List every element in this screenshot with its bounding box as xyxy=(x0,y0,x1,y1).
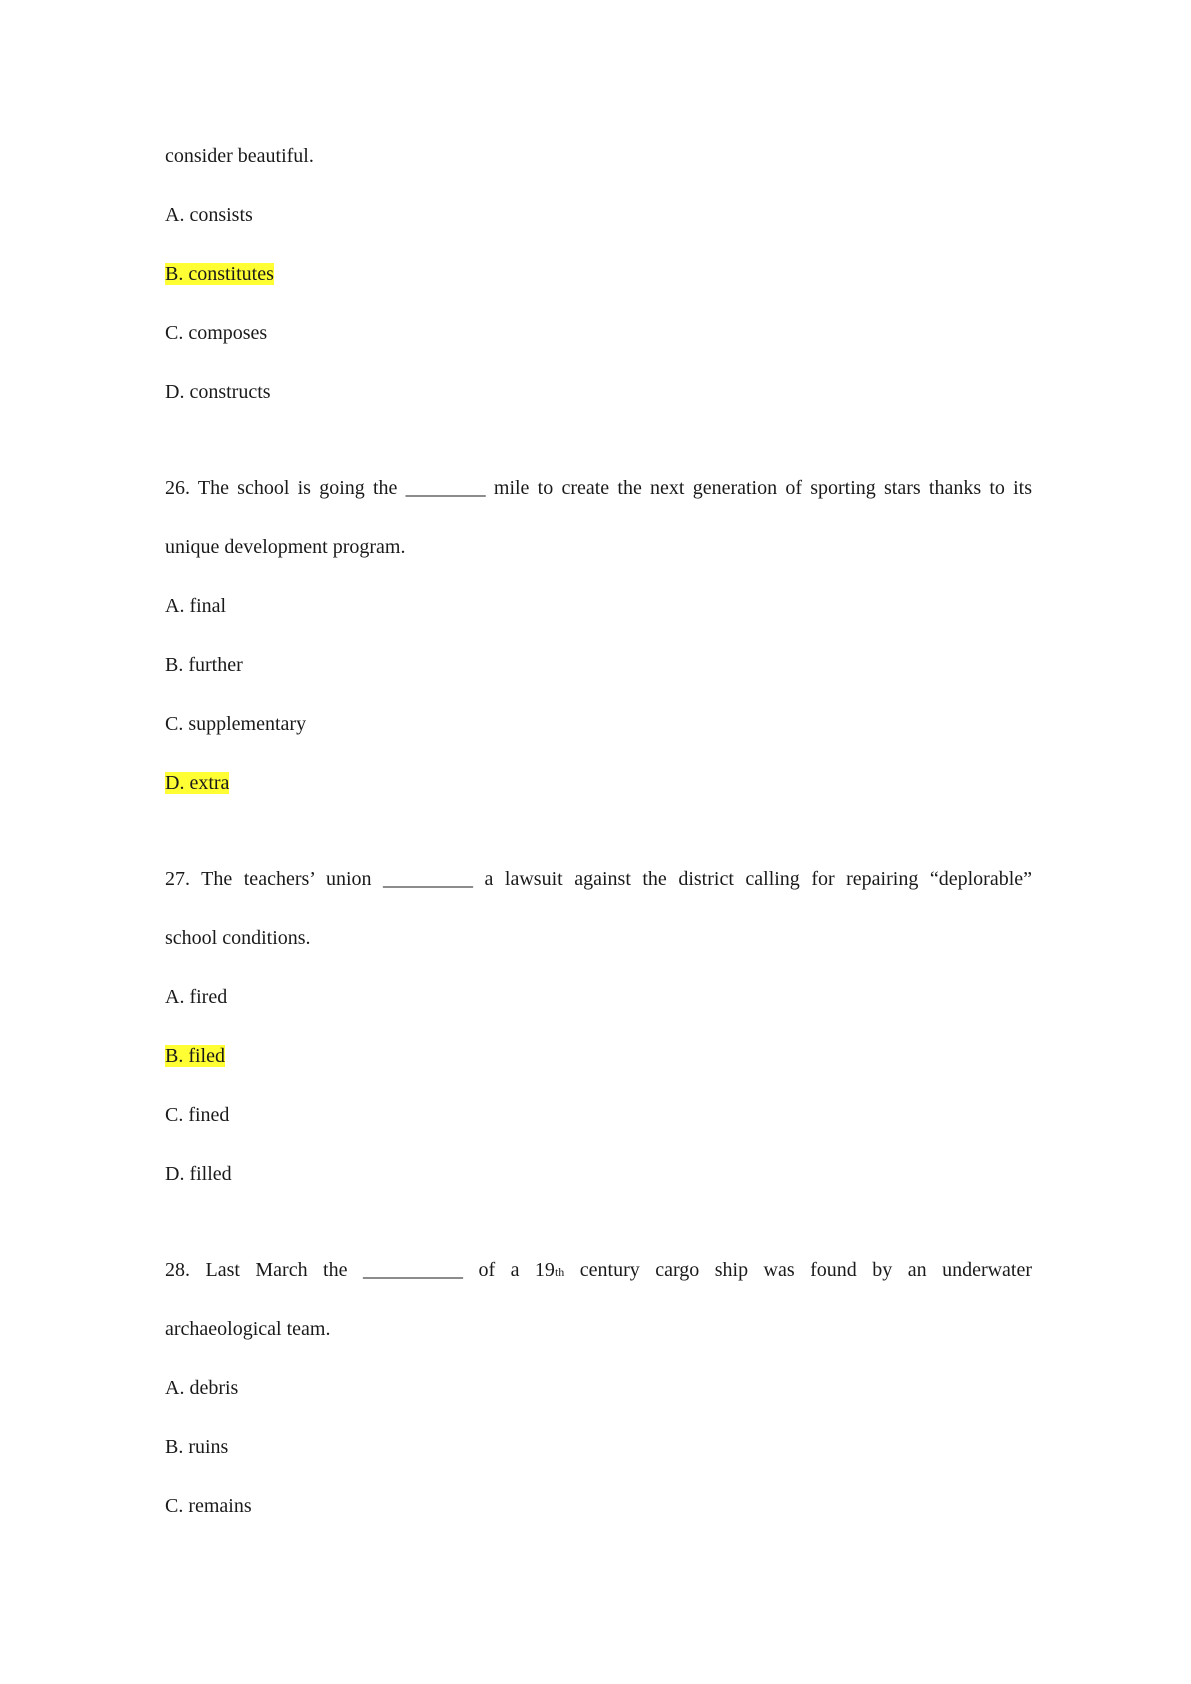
q28-option-b: B. ruins xyxy=(165,1436,229,1458)
q28-option-a: A. debris xyxy=(165,1377,239,1399)
question-25-continuation: consider beautiful. xyxy=(165,145,314,167)
q27-option-d: D. filled xyxy=(165,1163,232,1185)
question-26-stem-line2: unique development program. xyxy=(165,536,406,558)
q25-option-a: A. consists xyxy=(165,204,253,226)
q25-option-c: C. composes xyxy=(165,322,268,344)
question-28-stem-line2: archaeological team. xyxy=(165,1318,331,1340)
answer-blank: __________ xyxy=(362,1259,463,1281)
answer-highlight: B. filed xyxy=(165,1045,225,1067)
q26-option-b: B. further xyxy=(165,654,243,676)
question-26-stem-line1: 26. The school is going the ________ mile to create the next generation of sporting stars thanks to its xyxy=(165,477,1033,499)
question-27-stem-line2: school conditions. xyxy=(165,927,311,949)
q25-option-b xyxy=(165,261,1032,287)
q27-option-a: A. fired xyxy=(165,986,228,1008)
answer-highlight: B. constitutes xyxy=(165,263,274,285)
q26-option-d xyxy=(165,770,1032,796)
answer-highlight: D. extra xyxy=(165,772,230,794)
q28-option-c: C. remains xyxy=(165,1495,252,1517)
question-27-stem-line1: 27. The teachers’ union _________ a lawsuit against the district calling for repairing “deplorable” xyxy=(165,868,1033,890)
answer-blank: _________ xyxy=(383,868,474,890)
q27-option-c: C. fined xyxy=(165,1104,230,1126)
q26-option-a: A. final xyxy=(165,595,227,617)
ordinal-suffix: th xyxy=(554,1265,565,1279)
q25-option-d: D. constructs xyxy=(165,381,271,403)
q26-option-c: C. supplementary xyxy=(165,713,307,735)
answer-blank: ________ xyxy=(405,477,486,499)
question-28-stem-line1: 28. Last March the __________ of a 19th century cargo ship was found by an underwater xyxy=(165,1259,1033,1281)
q27-option-b xyxy=(165,1043,1032,1069)
